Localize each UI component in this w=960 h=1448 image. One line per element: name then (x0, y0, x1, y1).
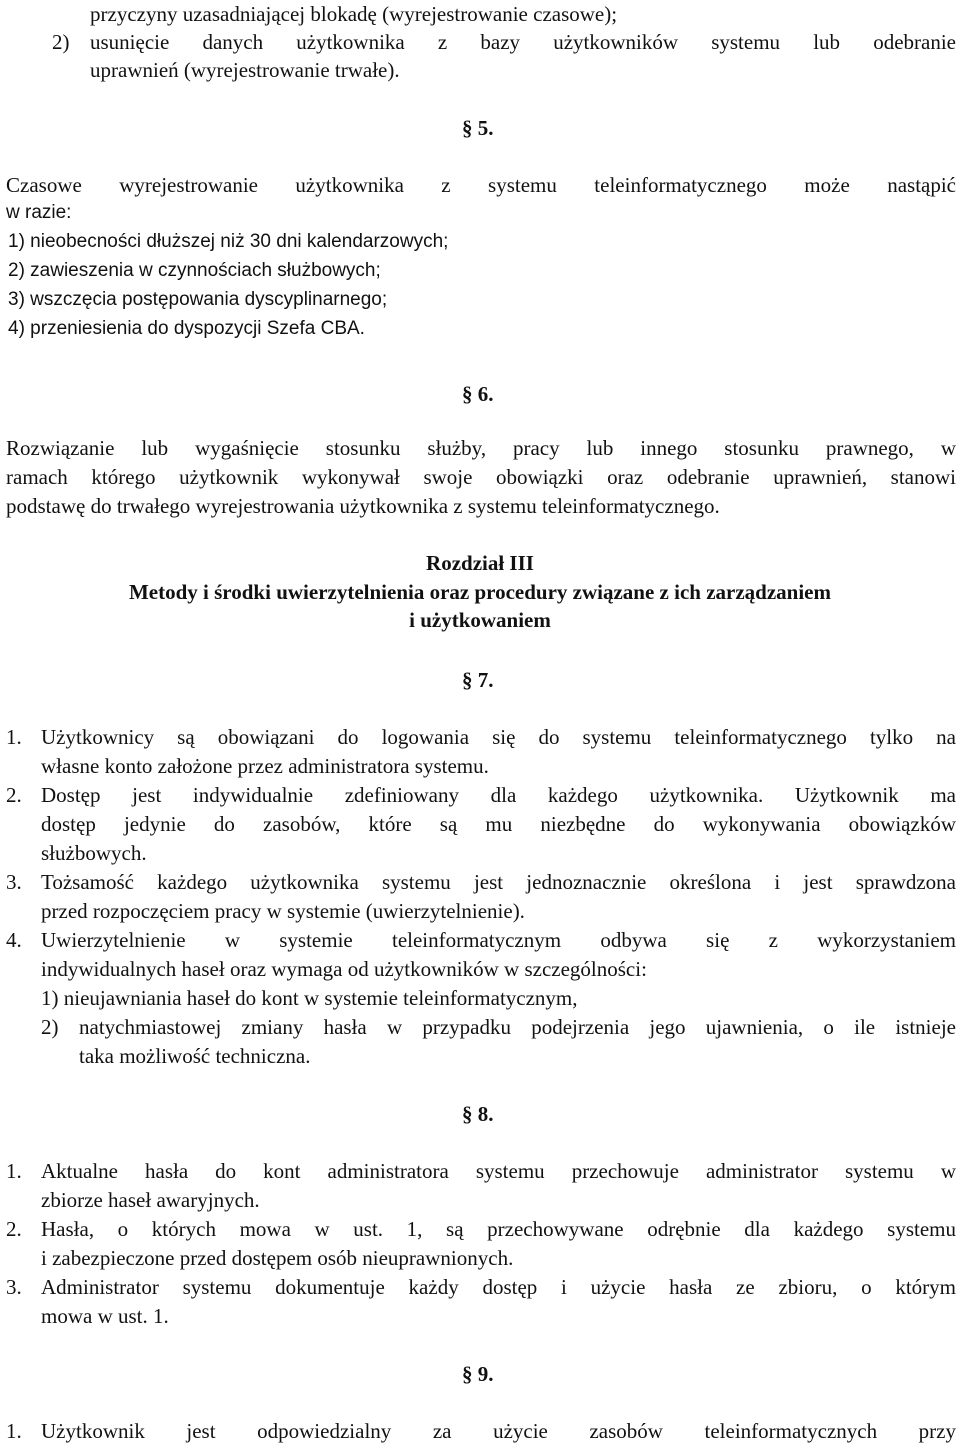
list-item: Administrator systemu dokumentuje każdy dostęp i użycie hasła ze zbioru, o którym (41, 1275, 956, 1299)
list-item: Aktualne hasła do kont administratora systemu przechowuje administrator systemu w (41, 1159, 956, 1183)
section-heading: § 5. (462, 116, 494, 140)
paragraph-line: Czasowe wyrejestrowanie użytkownika z systemu teleinformatycznego może nastąpić (6, 173, 956, 197)
text-line: przyczyny uzasadniającej blokadę (wyrejestrowanie czasowe); (90, 2, 618, 26)
chapter-subtitle: i użytkowaniem (409, 608, 551, 632)
chapter-title: Rozdział III (426, 551, 534, 575)
paragraph-line: podstawę do trwałego wyrejestrowania użytkownika z systemu teleinformatycznego. (6, 494, 720, 518)
list-number: 1. (6, 725, 22, 749)
list-item: własne konto założone przez administratora systemu. (41, 754, 489, 778)
list-item: indywidualnych haseł oraz wymaga od użytkowników w szczególności: (41, 957, 647, 981)
list-number: 4. (6, 928, 22, 952)
paragraph-line: ramach którego użytkownik wykonywał swoje obowiązki oraz odebranie uprawnień, stanowi (6, 465, 956, 489)
list-number: 1. (6, 1159, 22, 1183)
list-item: 4) przeniesienia do dyspozycji Szefa CBA. (8, 318, 365, 339)
list-item: Uwierzytelnienie w systemie teleinformatycznym odbywa się z wykorzystaniem (41, 928, 956, 952)
sub-list-item: taka możliwość techniczna. (79, 1044, 311, 1068)
list-number: 1. (6, 1419, 22, 1443)
section-heading: § 7. (462, 668, 494, 692)
list-item: dostęp jedynie do zasobów, które są mu niezbędne do wykonywania obowiązków (41, 812, 956, 836)
paragraph-line: Rozwiązanie lub wygaśnięcie stosunku służby, pracy lub innego stosunku prawnego, w (6, 436, 956, 460)
section-heading: § 9. (462, 1362, 494, 1386)
list-item: i zabezpieczone przed dostępem osób nieuprawnionych. (41, 1246, 514, 1270)
list-item: Tożsamość każdego użytkownika systemu jest jednoznacznie określona i jest sprawdzona (41, 870, 956, 894)
list-item: Użytkownicy są obowiązani do logowania się do systemu teleinformatycznego tylko na (41, 725, 956, 749)
list-item: służbowych. (41, 841, 147, 865)
list-item: Użytkownik jest odpowiedzialny za użycie zasobów teleinformatycznych przy (41, 1419, 956, 1443)
sub-list-item: natychmiastowej zmiany hasła w przypadku podejrzenia jego ujawnienia, o ile istnieje (79, 1015, 956, 1039)
list-item: Hasła, o których mowa w ust. 1, są przechowywane odrębnie dla każdego systemu (41, 1217, 956, 1241)
text-line: usunięcie danych użytkownika z bazy użytkowników systemu lub odebranie (90, 30, 956, 54)
sub-list-item: 1) nieujawniania haseł do kont w systemie teleinformatycznym, (41, 986, 578, 1010)
list-item: mowa w ust. 1. (41, 1304, 169, 1328)
chapter-subtitle: Metody i środki uwierzytelnienia oraz procedury związane z ich zarządzaniem (128, 580, 831, 604)
text-line: uprawnień (wyrejestrowanie trwałe). (90, 58, 400, 82)
list-number: 2) (41, 1015, 59, 1039)
list-number: 2. (6, 783, 22, 807)
section-heading: § 8. (462, 1102, 494, 1126)
list-item: 2) zawieszenia w czynnościach służbowych; (8, 260, 381, 281)
list-number: 2. (6, 1217, 22, 1241)
list-number: 3. (6, 1275, 22, 1299)
list-number: 3. (6, 870, 22, 894)
list-item: przed rozpoczęciem pracy w systemie (uwierzytelnienie). (41, 899, 525, 923)
paragraph-line: w razie: (6, 202, 72, 223)
list-item: 3) wszczęcia postępowania dyscyplinarnego; (8, 289, 388, 310)
list-item: zbiorze haseł awaryjnych. (41, 1188, 260, 1212)
list-item: Dostęp jest indywidualnie zdefiniowany dla każdego użytkownika. Użytkownik ma (41, 783, 956, 807)
list-item: 1) nieobecności dłuższej niż 30 dni kalendarzowych; (8, 231, 449, 252)
list-number: 2) (52, 30, 70, 54)
section-heading: § 6. (462, 382, 494, 406)
